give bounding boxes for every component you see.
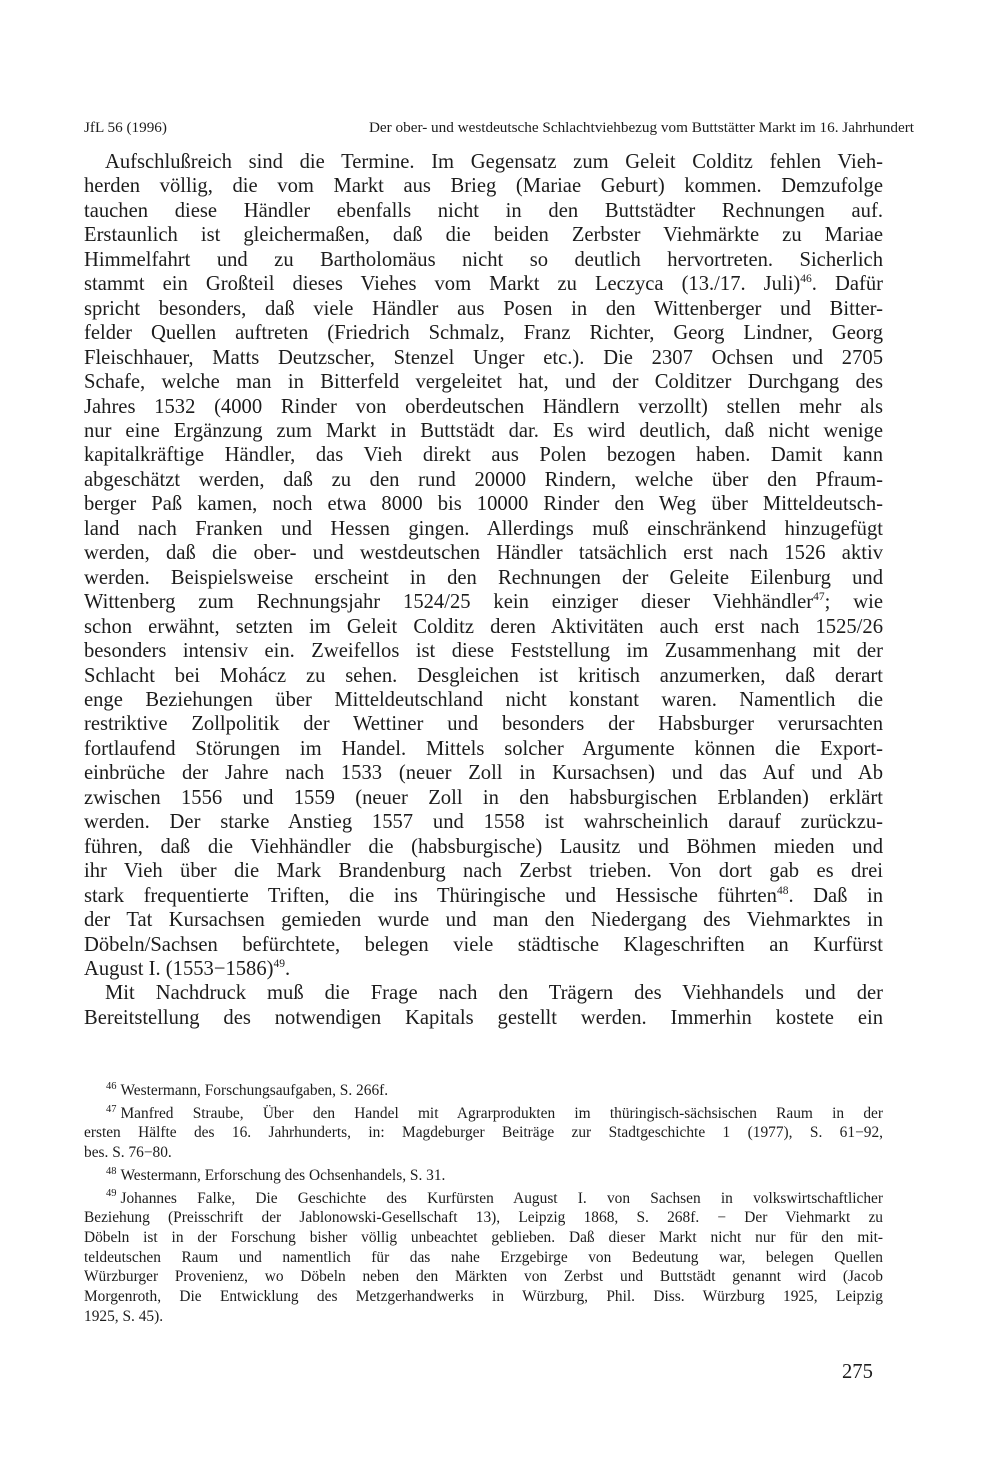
footnote-line: teldeutschen Raum und namentlich für das nahe Erzgebirge von Bedeutung war, belegen Quellen [84, 1248, 883, 1266]
footnote-number: 47 [106, 1103, 117, 1115]
footnote-48 [84, 1166, 883, 1186]
text-line: Mit Nachdruck muß die Frage nach den Trägern des Viehhandels und der [105, 982, 883, 1005]
line-text: August I. (1553−1586) [84, 957, 274, 980]
paragraph-1 [84, 150, 883, 981]
footnote-line [84, 1166, 883, 1186]
running-head [84, 118, 914, 138]
line-text: . Dafür [811, 273, 883, 296]
line-text: stark frequentierte Triften, die ins Thüringische und Hessische führten [84, 884, 777, 907]
line-text: . Daß in [788, 884, 883, 907]
text-line: Himmelfahrt und zu Bartholomäus nicht so deutlich hervortreten. Sicherlich [84, 248, 883, 271]
footnote-text: Johannes Falke, Die Geschichte des Kurfürsten August I. von Sachsen in volkswirtschaftlicher [120, 1189, 883, 1207]
page-number: 275 [842, 1361, 873, 1383]
footnote-line: Döbeln ist in der Forschung bisher völlig unbeachtet geblieben. Daß dieser Markt nicht nur für den mit- [84, 1228, 883, 1246]
text-line: enge Beziehungen über Mitteldeutschland nicht konstant waren. Namentlich die [84, 688, 883, 711]
text-line: Erstaunlich ist gleichermaßen, daß die beiden Zerbster Viehmärkte zu Mariae [84, 224, 883, 247]
text-line: werden. Der starke Anstieg 1557 und 1558 ist wahrscheinlich darauf zurückzu- [84, 811, 883, 834]
text-line: berger Paß kamen, noch etwa 8000 bis 10000 Rinder den Weg über Mitteldeutsch- [84, 493, 883, 516]
footnote-text: Manfred Straube, Über den Handel mit Agrarprodukten im thüringisch-sächsischen Raum in der [120, 1104, 883, 1122]
text-line: schon erwähnt, setzten im Geleit Colditz deren Aktivitäten auch erst nach 1525/26 [84, 615, 883, 638]
body-text [84, 150, 883, 1030]
text-line: land nach Franken und Hessen gingen. Allerdings muß einschränkend hinzugefügt [84, 517, 883, 540]
text-line [84, 272, 883, 296]
footnote-line: Beziehung (Preisschrift der Jablonowski-Gesellschaft 13), Leipzig 1868, S. 268f. − Der Viehmarkt zu [84, 1209, 883, 1227]
footnotes [84, 1081, 883, 1329]
text-line: nur eine Ergänzung zum Markt in Buttstädt dar. Es wird deutlich, daß nicht wenige [84, 419, 883, 442]
line-text: Wittenberg zum Rechnungsjahr 1524/25 kein einziger dieser Viehhändler [84, 591, 814, 614]
text-line: herden völlig, die vom Markt aus Brieg (Mariae Geburt) kommen. Demzufolge [84, 175, 883, 198]
footnote-text: Westermann, Forschungsaufgaben, S. 266f. [120, 1082, 389, 1099]
footnote-number: 48 [106, 1165, 117, 1177]
text-line: Jahres 1532 (4000 Rinder von oberdeutschen Händlern verzollt) stellen mehr als [84, 395, 883, 418]
text-line: spricht besonders, daß viele Händler aus Posen in den Wittenberger und Bitter- [84, 297, 883, 320]
footnote-line [84, 1189, 883, 1209]
footnote-line: ersten Hälfte des 16. Jahrhunderts, in: Magdeburger Beiträge zur Stadtgeschichte 1 (1977), S. 61−92, [84, 1124, 883, 1142]
text-line: Aufschlußreich sind die Termine. Im Gegensatz zum Geleit Colditz fehlen Vieh- [105, 151, 883, 173]
footnote-line [84, 1081, 883, 1101]
text-line [84, 957, 883, 981]
text-line: abgeschätzt werden, daß zu den rund 20000 Rindern, welche über den Pfraum- [84, 468, 883, 491]
text-line: werden. Beispielsweise erscheint in den Rechnungen der Geleite Eilenburg und [84, 566, 883, 589]
paragraph-2 [84, 981, 883, 1030]
text-line: führen, daß die Viehhändler die (habsburgische) Lausitz und Böhmen mieden und [84, 835, 883, 858]
text-line [84, 590, 883, 614]
footnote-number: 46 [106, 1080, 117, 1092]
footnote-line: 1925, S. 45). [84, 1307, 164, 1325]
footnote-text: Westermann, Erforschung des Ochsenhandels, S. 31. [120, 1166, 446, 1184]
footnote-47 [84, 1104, 883, 1163]
text-line: werden, daß die ober- und westdeutschen Händler tatsächlich erst nach 1526 aktiv [84, 542, 883, 565]
line-text: stammt ein Großteil dieses Viehes vom Markt zu Leczyca (13./17. Juli) [84, 273, 801, 296]
text-line: zwischen 1556 und 1559 (neuer Zoll in den habsburgischen Erblanden) erklärt [84, 786, 883, 809]
text-line: Fleischhauer, Matts Deutzscher, Stenzel Unger etc.). Die 2307 Ochsen und 2705 [84, 346, 883, 369]
text-line: Schlacht bei Mohácz zu sehen. Desgleichen ist kritisch anzumerken, daß derart [84, 664, 883, 687]
text-line: besonders intensiv ein. Zweifellos ist diese Feststellung im Zusammenhang mit der [84, 640, 883, 663]
text-line: kapitalkräftige Händler, das Vieh direkt aus Polen bezogen haben. Damit kann [84, 444, 883, 467]
text-line: der Tat Kursachsen gemieden wurde und man den Niedergang des Viehmarktes in [84, 909, 883, 932]
line-text: ; wie [824, 591, 883, 614]
text-line: Schafe, welche man in Bitterfeld vergeleitet hat, und der Colditzer Durchgang des [84, 371, 883, 394]
text-line: fortlaufend Störungen im Handel. Mittels solcher Argumente können die Export- [84, 737, 883, 760]
text-line: tauchen diese Händler ebenfalls nicht in den Buttstädter Rechnungen auf. [84, 199, 883, 222]
text-line: restriktive Zollpolitik der Wettiner und besonders der Habsburger verursachten [84, 713, 883, 736]
text-line: ihr Vieh über die Mark Brandenburg nach Zerbst trieben. Von dort gab es drei [84, 860, 883, 883]
text-line [84, 884, 883, 908]
footnote-49 [84, 1189, 883, 1327]
footnote-ref-49[interactable]: 49 [273, 958, 286, 971]
footnote-line: Würzburger Provenienz, wo Döbeln neben den Märkten von Zerbst und Buttstädt genannt wird (Jacob [84, 1268, 883, 1286]
running-title: Der ober- und westdeutsche Schlachtviehbezug vom Buttstätter Markt im 16. Jahrhundert [368, 119, 914, 136]
journal-citation: JfL 56 (1996) [84, 119, 167, 136]
footnote-line [84, 1104, 883, 1124]
footnote-ref-47[interactable]: 47 [813, 591, 825, 604]
text-line: Döbeln/Sachsen befürchtete, belegen viele städtische Klageschriften an Kurfürst [84, 933, 883, 956]
text-line: einbrüche der Jahre nach 1533 (neuer Zoll in Kursachsen) und das Auf und Ab [84, 762, 883, 785]
text-line: Bereitstellung des notwendigen Kapitals gestellt werden. Immerhin kostete ein [84, 1006, 883, 1029]
footnote-ref-46[interactable]: 46 [800, 273, 812, 286]
footnote-46 [84, 1081, 883, 1101]
footnote-line: Morgenroth, Die Entwicklung des Metzgerhandwerks in Würzburg, Phil. Diss. Würzburg 1925, Leipzig [84, 1288, 883, 1306]
line-text: . [285, 957, 291, 980]
footnote-number: 49 [106, 1188, 117, 1200]
footnote-line: bes. S. 76−80. [84, 1144, 172, 1162]
footnote-ref-48[interactable]: 48 [776, 884, 789, 897]
text-line: felder Quellen auftreten (Friedrich Schmalz, Franz Richter, Georg Lindner, Georg [84, 322, 883, 345]
